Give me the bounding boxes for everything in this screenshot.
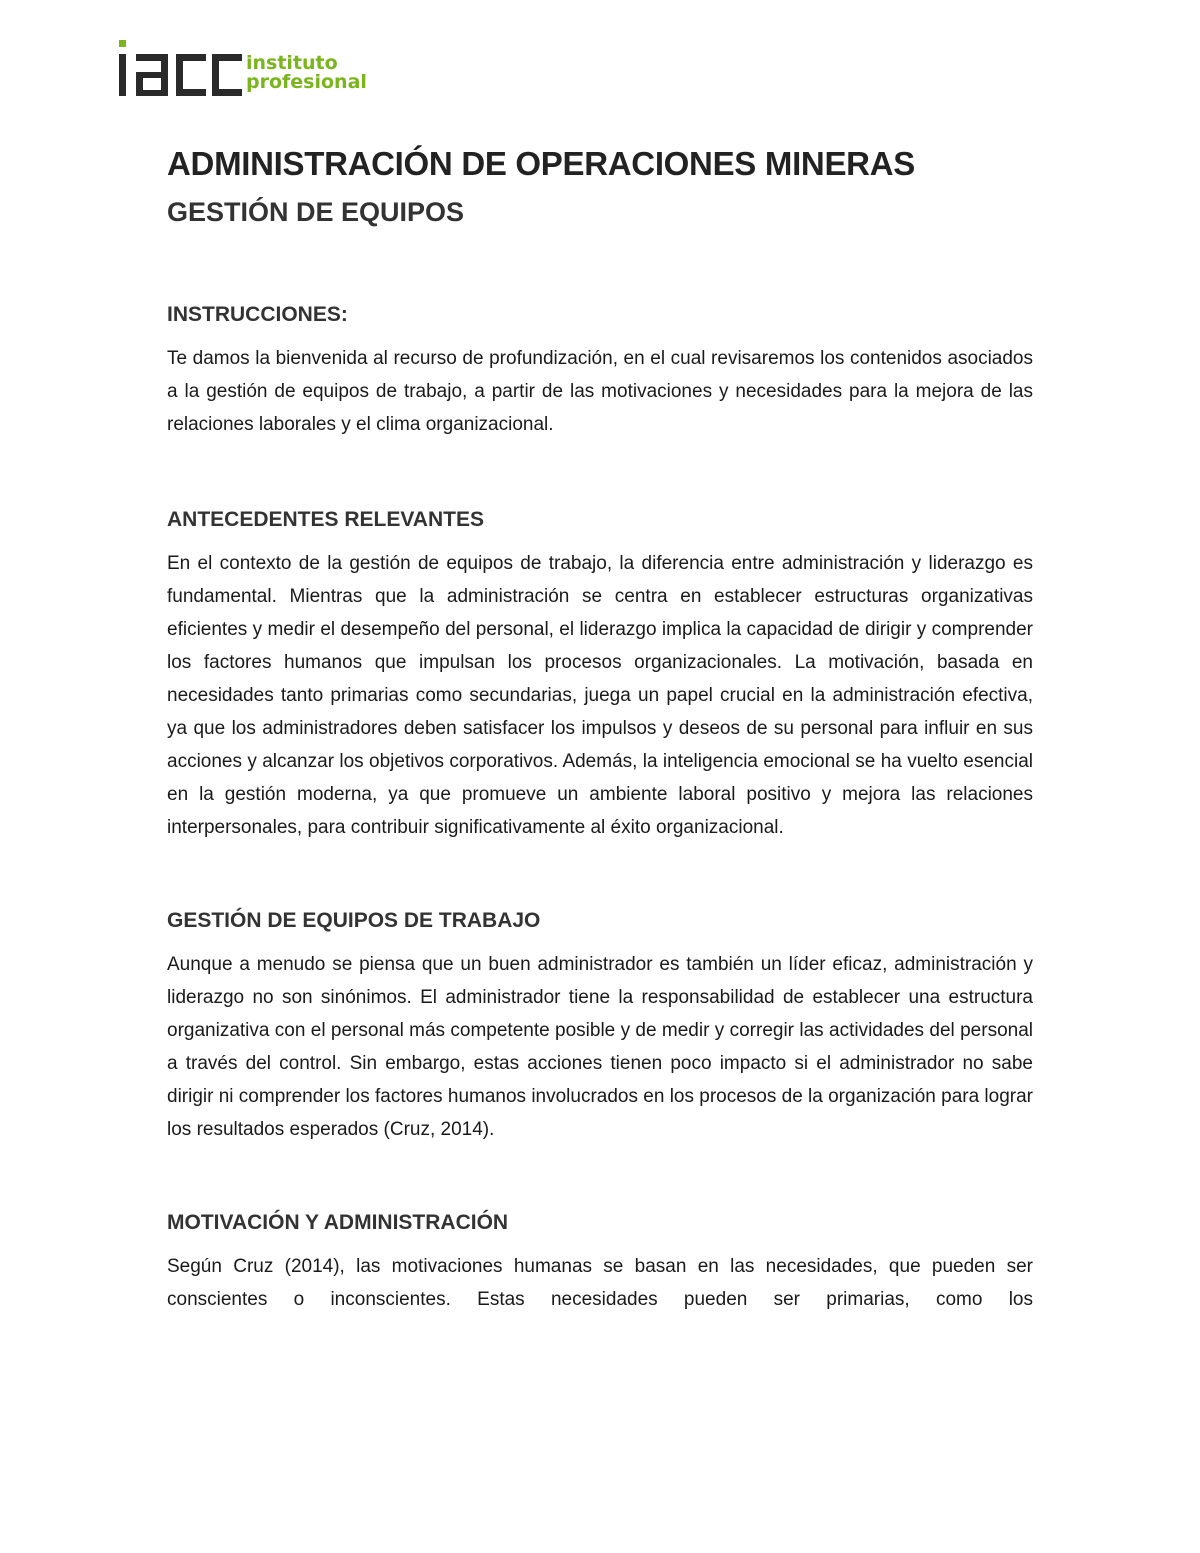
section-heading: ANTECEDENTES RELEVANTES — [167, 508, 484, 531]
iacc-logo — [118, 40, 367, 100]
section-gestion-equipos — [167, 906, 1033, 1146]
section-antecedentes — [167, 505, 1033, 844]
section-paragraph: En el contexto de la gestión de equipos de trabajo, la diferencia entre administración y liderazgo es fundamental. Mientras que la administración se centra en establecer estructuras organizativas eficientes y medir el desempeño del personal, el liderazgo implica la capacidad de dirigir y comprender los factores humanos que impulsan los procesos organizacionales. La motivación, basada en necesidades tanto primarias como secundarias, juega un papel crucial en la administración efectiva, ya que los administradores deben satisfacer los impulsos y deseos de su personal para influir en sus acciones y alcanzar los objetivos corporativos. Además, la inteligencia emocional se ha vuelto esencial en la gestión moderna, ya que promueve un ambiente laboral positivo y mejora las relaciones interpersonales, para contribuir significativamente al éxito organizacional. — [167, 553, 1033, 838]
section-heading: GESTIÓN DE EQUIPOS DE TRABAJO — [167, 909, 541, 932]
section-paragraph: Te damos la bienvenida al recurso de profundización, en el cual revisaremos los contenidos asociados a la gestión de equipos de trabajo, a partir de las motivaciones y necesidades para la mejora de las relaciones laborales y el clima organizacional. — [167, 348, 1033, 435]
document-subtitle: GESTIÓN DE EQUIPOS — [167, 197, 465, 227]
document-content — [167, 140, 1033, 1316]
section-motivacion — [167, 1208, 1033, 1316]
logo-line-2: profesional — [246, 71, 367, 93]
section-heading: INSTRUCCIONES: — [167, 303, 348, 326]
section-paragraph: Aunque a menudo se piensa que un buen administrador es también un líder eficaz, administración y liderazgo no son sinónimos. El administrador tiene la responsabilidad de establecer una estructura organizativa con el personal más competente posible y de medir y corregir las actividades del personal a través del control. Sin embargo, estas acciones tienen poco impacto si el administrador no sabe dirigir ni comprender los factores humanos involucrados en los procesos de la organización para lograr los resultados esperados (Cruz, 2014). — [167, 954, 1034, 1140]
section-heading: MOTIVACIÓN Y ADMINISTRACIÓN — [167, 1211, 509, 1234]
logo-line-1: instituto — [246, 52, 338, 74]
document-title: ADMINISTRACIÓN DE OPERACIONES MINERAS — [167, 145, 915, 182]
section-paragraph: Según Cruz (2014), las motivaciones humanas se basan en las necesidades, que pueden ser conscientes o inconscientes. Estas necesidades pueden ser primarias, como los — [167, 1256, 1033, 1310]
section-instrucciones — [167, 300, 1033, 441]
